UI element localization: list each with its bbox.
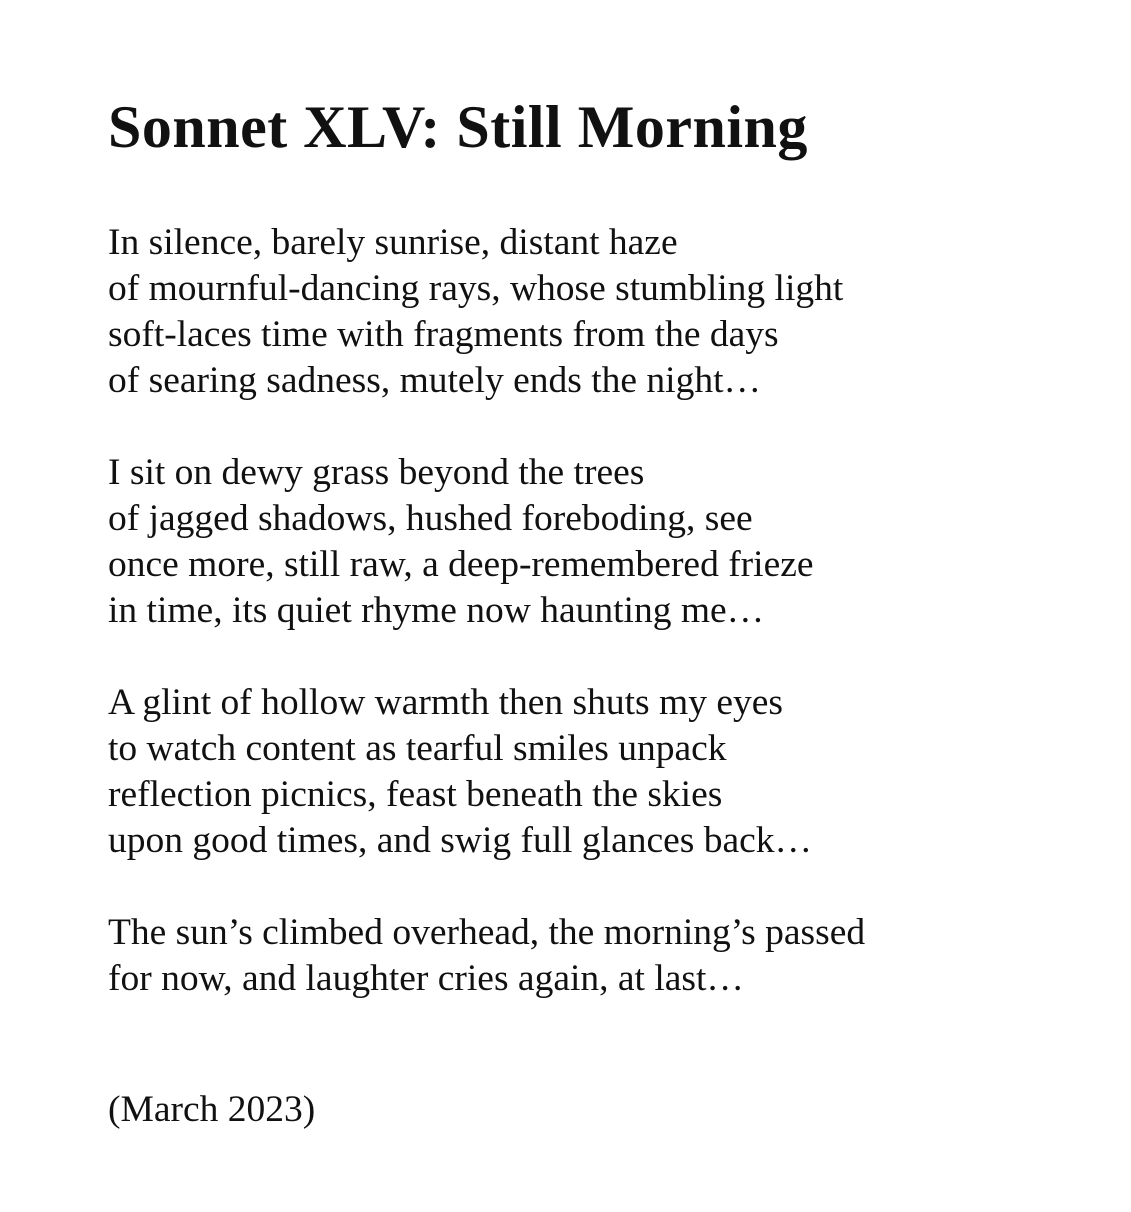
poem-line: reflection picnics, feast beneath the skies <box>108 774 723 815</box>
poem-body <box>108 220 1108 1048</box>
poem-line: of jagged shadows, hushed foreboding, see <box>108 498 753 539</box>
poem-line: once more, still raw, a deep-remembered frieze <box>108 544 814 585</box>
poem-line: The sun’s climbed overhead, the morning’s passed <box>108 912 866 953</box>
stanza-2 <box>108 450 1108 634</box>
poem-line: upon good times, and swig full glances back… <box>108 820 813 861</box>
poem-line: A glint of hollow warmth then shuts my eyes <box>108 682 783 723</box>
poem-line: of searing sadness, mutely ends the night… <box>108 360 762 401</box>
stanza-1 <box>108 220 1108 404</box>
poem-title: Sonnet XLV: Still Morning <box>108 94 808 160</box>
stanza-4-couplet <box>108 910 1108 1002</box>
poem-date: (March 2023) <box>108 1089 316 1130</box>
poem-line: I sit on dewy grass beyond the trees <box>108 452 645 493</box>
poem-line: to watch content as tearful smiles unpack <box>108 728 727 769</box>
poem-line: for now, and laughter cries again, at last… <box>108 958 744 999</box>
poem-line: soft-laces time with fragments from the days <box>108 314 779 355</box>
stanza-3 <box>108 680 1108 864</box>
poem-line: In silence, barely sunrise, distant haze <box>108 222 678 263</box>
poem-line: in time, its quiet rhyme now haunting me… <box>108 590 765 631</box>
poem-line: of mournful-dancing rays, whose stumbling light <box>108 268 844 309</box>
